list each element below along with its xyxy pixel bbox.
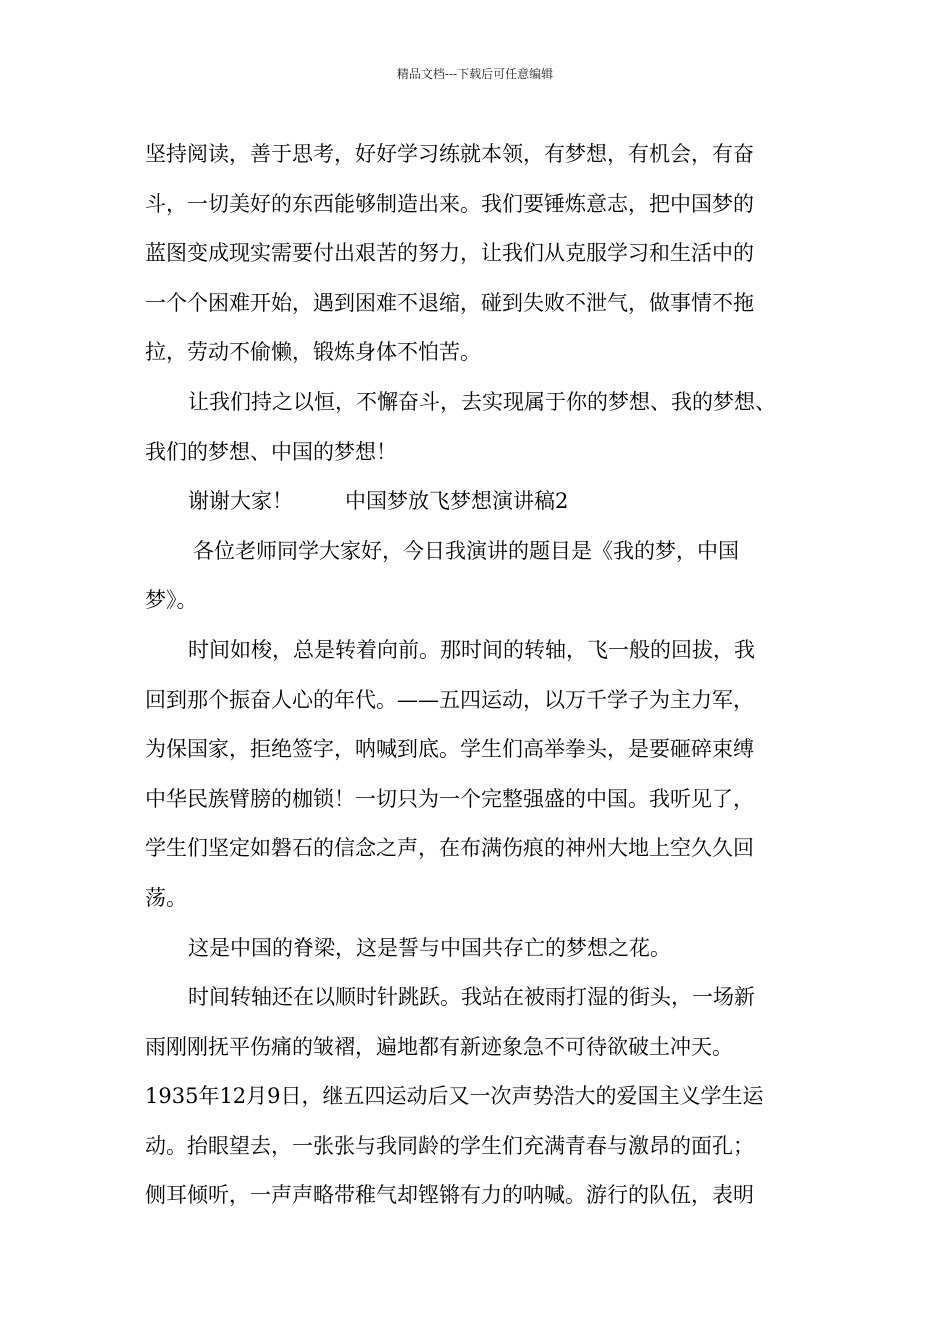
paragraph-start-line: 时间如梭，总是转着向前。那时间的转轴，飞一般的回拔，我 <box>188 637 755 662</box>
text-line: 为保国家，拒绝签字，呐喊到底。学生们高举拳头，是要砸碎束缚 <box>145 737 754 762</box>
text-line: 雨刚刚抚平伤痛的皱褶，遍地都有新迹象急不可待欲破土冲天。 <box>145 1034 733 1059</box>
text-line: 荡。 <box>145 885 187 910</box>
text-line: 梦》。 <box>145 588 198 613</box>
text-line: 拉，劳动不偷懒，锻炼身体不怕苦。 <box>145 340 481 365</box>
text-line: 我们的梦想、中国的梦想！ <box>145 439 397 464</box>
text-line: 蓝图变成现实需要付出艰苦的努力，让我们从克服学习和生活中的 <box>145 241 754 266</box>
text-line: 一个个困难开始，遇到困难不退缩，碰到失败不泄气，做事情不拖 <box>145 290 754 315</box>
document-body <box>145 130 810 1221</box>
text-line: 回到那个振奋人心的年代。——五四运动，以万千学子为主力军， <box>145 687 754 712</box>
section-title: 中国梦放飞梦想演讲稿2 <box>345 489 569 514</box>
text-line: 中华民族臂膀的枷锁！一切只为一个完整强盛的中国。我听见了， <box>145 786 754 811</box>
text-line: 坚持阅读，善于思考，好好学习练就本领，有梦想，有机会，有奋 <box>145 142 754 166</box>
paragraph-start-line: 让我们持之以恒，不懈奋斗，去实现属于你的梦想、我的梦想、 <box>188 389 776 414</box>
paragraph-start-line: 这是中国的脊梁，这是誓与中国共存亡的梦想之花。 <box>188 935 671 960</box>
text-line: 斗，一切美好的东西能够制造出来。我们要锤炼意志，把中国梦的 <box>145 191 754 216</box>
text-line: 学生们坚定如磐石的信念之声，在布满伤痕的神州大地上空久久回 <box>145 836 754 861</box>
thanks-and-title-line <box>145 477 810 527</box>
text-line: 侧耳倾听，一声声略带稚气却铿锵有力的呐喊。游行的队伍，表明 <box>145 1183 754 1208</box>
text-line: 1935年12月9日，继五四运动后又一次声势浩大的爱国主义学生运 <box>145 1084 764 1109</box>
thanks-text: 谢谢大家！ <box>188 489 293 514</box>
page-header-note: 精品文档---下载后可任意编辑 <box>396 67 554 81</box>
paragraph-start-line: 时间转轴还在以顺时针跳跃。我站在被雨打湿的街头，一场新 <box>188 985 755 1010</box>
paragraph-start-line: 各位老师同学大家好，今日我演讲的题目是《我的梦，中国 <box>193 538 739 563</box>
text-line: 动。抬眼望去，一张张与我同龄的学生们充满青春与激昂的面孔； <box>145 1133 754 1158</box>
